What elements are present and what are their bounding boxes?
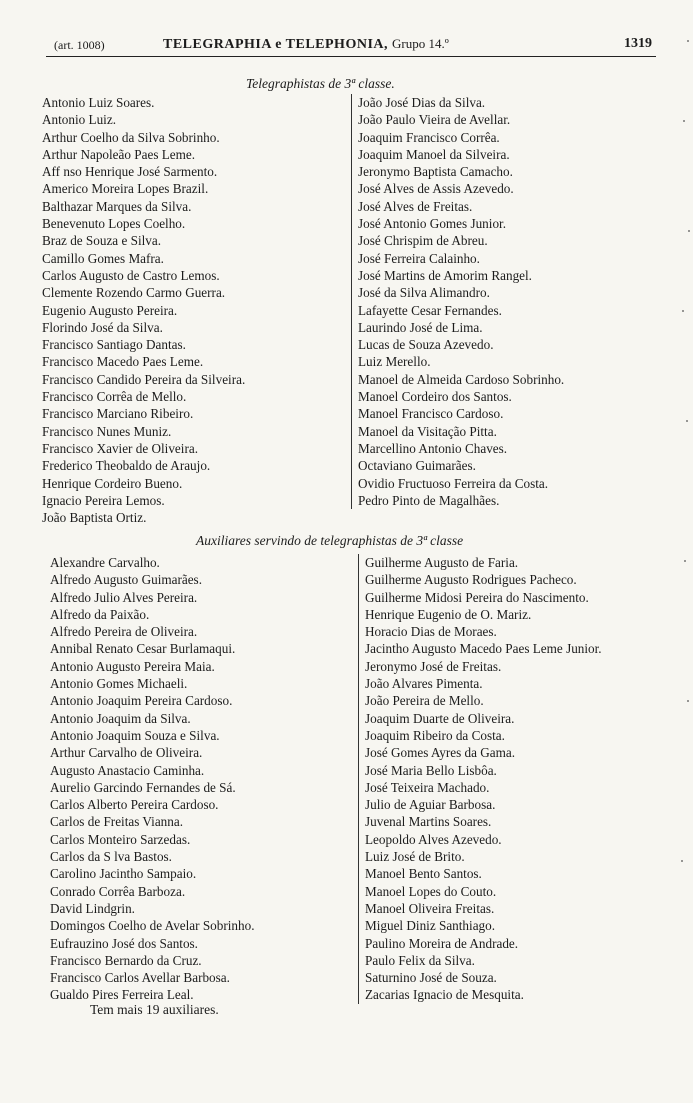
name-entry: Manoel da Visitação Pitta. bbox=[358, 423, 497, 439]
name-entry: Clemente Rozendo Carmo Guerra. bbox=[42, 285, 226, 301]
name-entry: Manoel Bento Santos. bbox=[365, 866, 482, 882]
name-entry: Alexandre Carvalho. bbox=[50, 555, 160, 570]
name-entry: Guilherme Augusto de Faria. bbox=[365, 555, 519, 570]
name-entry: Aurelio Garcindo Fernandes de Sá. bbox=[50, 779, 236, 795]
header-title: TELEGRAPHIA e TELEPHONIA, bbox=[163, 37, 389, 52]
name-entry: José Teixeira Machado. bbox=[365, 779, 490, 795]
name-entry: João Baptista Ortiz. bbox=[42, 510, 147, 526]
name-entry: José Gomes Ayres da Gama. bbox=[365, 745, 516, 761]
name-entry: Manoel Cordeiro dos Santos. bbox=[358, 389, 512, 405]
name-entry: Carlos Augusto de Castro Lemos. bbox=[42, 267, 220, 283]
name-entry: Saturnino José de Souza. bbox=[365, 970, 497, 986]
page-title bbox=[163, 36, 449, 53]
section2-title: Auxiliares servindo de telegraphistas de 3ª classe bbox=[196, 533, 464, 548]
name-entry: Camillo Gomes Mafra. bbox=[42, 250, 164, 266]
name-entry: Alfredo Julio Alves Pereira. bbox=[50, 589, 198, 605]
name-entry: Arthur Napoleão Paes Leme. bbox=[42, 146, 196, 162]
name-entry: Zacarias Ignacio de Mesquita. bbox=[365, 987, 524, 1003]
name-entry: Octaviano Guimarães. bbox=[358, 458, 476, 474]
name-entry: Joaquim Francisco Corrêa. bbox=[358, 129, 500, 145]
name-entry: Joaquim Duarte de Oliveira. bbox=[365, 710, 515, 726]
name-entry: Guilherme Midosi Pereira do Nascimento. bbox=[365, 589, 589, 605]
footer-note: Tem mais 19 auxiliares. bbox=[90, 1002, 219, 1017]
section2-left-column bbox=[50, 554, 255, 1004]
name-entry: David Lindgrin. bbox=[50, 900, 135, 916]
name-entry: Laurindo José de Lima. bbox=[358, 319, 483, 335]
page-header bbox=[46, 36, 656, 57]
name-entry: João Alvares Pimenta. bbox=[365, 676, 483, 692]
name-entry: Domingos Coelho de Avelar Sobrinho. bbox=[50, 918, 255, 934]
name-entry: João Pereira de Mello. bbox=[365, 693, 484, 709]
name-entry: Arthur Coelho da Silva Sobrinho. bbox=[42, 129, 220, 145]
name-entry: Horacio Dias de Moraes. bbox=[365, 624, 497, 640]
name-entry: Augusto Anastacio Caminha. bbox=[50, 762, 205, 778]
name-entry: Francisco Corrêa de Mello. bbox=[42, 389, 187, 405]
name-entry: Francisco Xavier de Oliveira. bbox=[42, 440, 198, 456]
name-entry: Guilherme Augusto Rodrigues Pacheco. bbox=[365, 572, 577, 588]
name-entry: Paulino Moreira de Andrade. bbox=[365, 935, 519, 951]
name-entry: Benevenuto Lopes Coelho. bbox=[42, 216, 186, 232]
name-entry: Juvenal Martins Soares. bbox=[365, 814, 492, 830]
name-entry: José Chrispim de Abreu. bbox=[358, 233, 488, 249]
name-entry: Antonio Joaquim Pereira Cardoso. bbox=[50, 693, 233, 709]
name-entry: Arthur Carvalho de Oliveira. bbox=[50, 745, 203, 761]
name-entry: José Alves de Assis Azevedo. bbox=[358, 181, 514, 197]
name-entry: Carlos Alberto Pereira Cardoso. bbox=[50, 797, 219, 813]
name-entry: Conrado Corrêa Barboza. bbox=[50, 883, 186, 899]
name-entry: Joaquim Ribeiro da Costa. bbox=[365, 727, 505, 743]
name-entry: João Paulo Vieira de Avellar. bbox=[358, 112, 511, 128]
name-entry: José Martins de Amorim Rangel. bbox=[358, 267, 532, 283]
name-entry: Antonio Gomes Michaeli. bbox=[50, 676, 188, 692]
header-group: Grupo 14.º bbox=[392, 36, 449, 51]
name-entry: João José Dias da Silva. bbox=[358, 95, 486, 110]
name-entry: Ovidio Fructuoso Ferreira da Costa. bbox=[358, 475, 549, 491]
name-entry: Miguel Diniz Santhiago. bbox=[365, 918, 496, 934]
name-entry: Manoel Oliveira Freitas. bbox=[365, 900, 495, 916]
name-entry: Alfredo Pereira de Oliveira. bbox=[50, 624, 198, 640]
name-entry: Ignacio Pereira Lemos. bbox=[42, 492, 165, 508]
section2-right-column bbox=[358, 554, 602, 1004]
name-entry: Antonio Luiz. bbox=[42, 112, 116, 128]
name-entry: Carolino Jacintho Sampaio. bbox=[50, 866, 197, 882]
name-entry: Henrique Eugenio de O. Mariz. bbox=[365, 606, 532, 622]
name-entry: Carlos da S lva Bastos. bbox=[50, 849, 172, 865]
name-entry: Manoel Lopes do Couto. bbox=[365, 883, 497, 899]
name-entry: José Alves de Freitas. bbox=[358, 198, 473, 214]
name-entry: Luiz José de Brito. bbox=[365, 849, 465, 865]
name-entry: José Antonio Gomes Junior. bbox=[358, 216, 506, 232]
name-entry: Francisco Bernardo da Cruz. bbox=[50, 952, 202, 968]
name-entry: Americo Moreira Lopes Brazil. bbox=[42, 181, 209, 197]
name-entry: Braz de Souza e Silva. bbox=[42, 233, 162, 249]
name-entry: Leopoldo Alves Azevedo. bbox=[365, 831, 502, 847]
name-entry: Julio de Aguiar Barbosa. bbox=[365, 797, 496, 813]
name-entry: Henrique Cordeiro Bueno. bbox=[42, 475, 183, 491]
name-entry: Aff nso Henrique José Sarmento. bbox=[42, 164, 218, 180]
name-entry: Annibal Renato Cesar Burlamaqui. bbox=[50, 641, 236, 657]
section1-right-column bbox=[351, 94, 564, 509]
name-entry: Francisco Nunes Muniz. bbox=[42, 423, 172, 439]
name-entry: Antonio Joaquim Souza e Silva. bbox=[50, 727, 220, 743]
name-entry: Francisco Marciano Ribeiro. bbox=[42, 406, 194, 422]
name-entry: Manoel Francisco Cardoso. bbox=[358, 406, 504, 422]
name-entry: Luiz Merello. bbox=[358, 354, 431, 370]
name-entry: José da Silva Alimandro. bbox=[358, 285, 490, 301]
name-entry: Antonio Luiz Soares. bbox=[42, 95, 155, 110]
name-entry: Florindo José da Silva. bbox=[42, 319, 163, 335]
name-entry: Francisco Macedo Paes Leme. bbox=[42, 354, 204, 370]
name-entry: Francisco Carlos Avellar Barbosa. bbox=[50, 970, 230, 986]
name-entry: Balthazar Marques da Silva. bbox=[42, 198, 192, 214]
name-entry: Eufrauzino José dos Santos. bbox=[50, 935, 198, 951]
name-entry: Lucas de Souza Azevedo. bbox=[358, 337, 494, 353]
section1-title: Telegraphistas de 3ª classe. bbox=[246, 76, 395, 91]
name-entry: José Ferreira Calainho. bbox=[358, 250, 480, 266]
page-edge-specks bbox=[679, 0, 693, 1103]
name-entry: Manoel de Almeida Cardoso Sobrinho. bbox=[358, 371, 565, 387]
name-entry: Jacintho Augusto Macedo Paes Leme Junior. bbox=[365, 641, 602, 657]
name-entry: Francisco Candido Pereira da Silveira. bbox=[42, 371, 246, 387]
name-entry: Francisco Santiago Dantas. bbox=[42, 337, 186, 353]
article-reference: (art. 1008) bbox=[54, 38, 105, 52]
name-entry: Antonio Augusto Pereira Maia. bbox=[50, 658, 215, 674]
name-entry: Carlos Monteiro Sarzedas. bbox=[50, 831, 191, 847]
page-number: 1319 bbox=[624, 36, 652, 51]
name-entry: Alfredo da Paixão. bbox=[50, 606, 150, 622]
name-entry: Lafayette Cesar Fernandes. bbox=[358, 302, 502, 318]
section1-left-column bbox=[42, 94, 245, 526]
name-entry: Gualdo Pires Ferreira Leal. bbox=[50, 987, 194, 1003]
name-entry: Eugenio Augusto Pereira. bbox=[42, 302, 178, 318]
name-entry: Paulo Felix da Silva. bbox=[365, 952, 475, 968]
name-entry: Carlos de Freitas Vianna. bbox=[50, 814, 184, 830]
name-entry: Marcellino Antonio Chaves. bbox=[358, 440, 508, 456]
name-entry: José Maria Bello Lisbôa. bbox=[365, 762, 497, 778]
name-entry: Antonio Joaquim da Silva. bbox=[50, 710, 191, 726]
name-entry: Joaquim Manoel da Silveira. bbox=[358, 146, 510, 162]
name-entry: Jeronymo Baptista Camacho. bbox=[358, 164, 513, 180]
name-entry: Pedro Pinto de Magalhães. bbox=[358, 492, 500, 508]
name-entry: Frederico Theobaldo de Araujo. bbox=[42, 458, 211, 474]
name-entry: Alfredo Augusto Guimarães. bbox=[50, 572, 202, 588]
name-entry: Jeronymo José de Freitas. bbox=[365, 658, 502, 674]
